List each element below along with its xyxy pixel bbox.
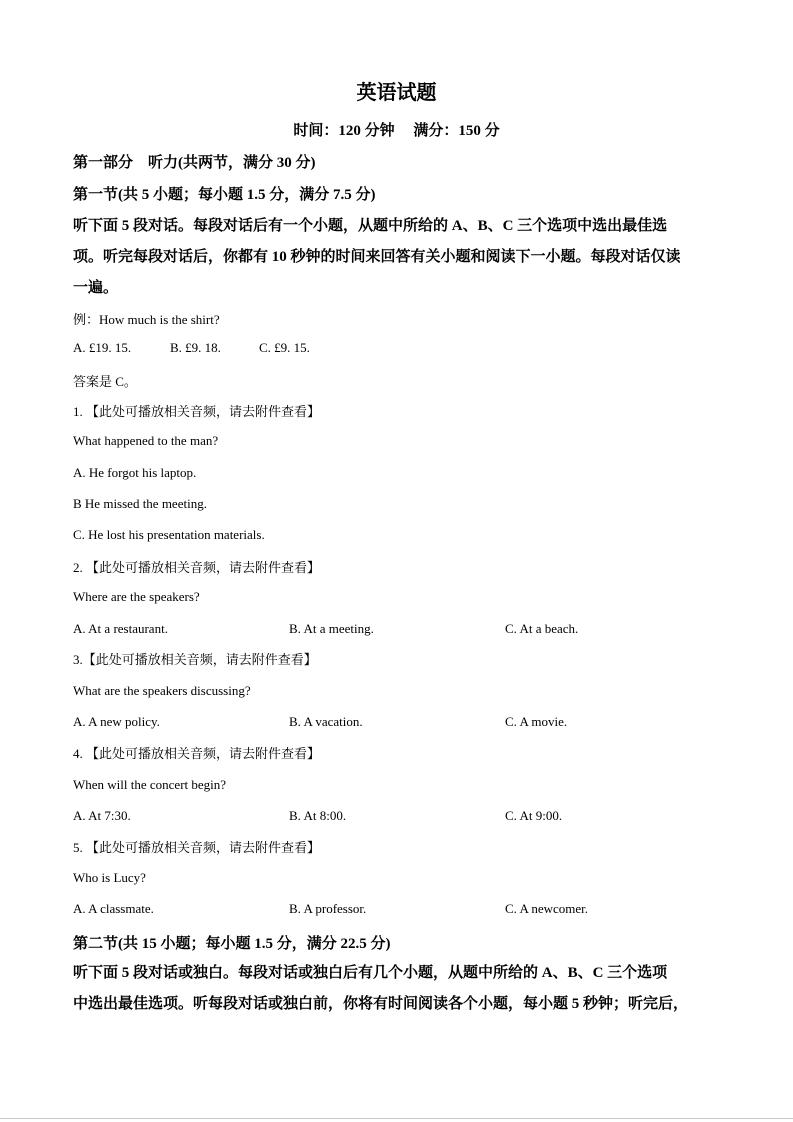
- example-option-b: B. £9. 18.: [170, 340, 221, 355]
- page-title: 英语试题: [356, 82, 437, 104]
- question-1-option-b: B He missed the meeting.: [73, 496, 207, 511]
- question-1-option-c: C. He lost his presentation materials.: [73, 527, 265, 542]
- question-4-option-b: B. At 8:00.: [289, 808, 347, 823]
- section-heading: 第一节(共 5 小题；每小题 1.5 分，满分 7.5 分): [73, 187, 376, 203]
- page-bottom-rule: [0, 1118, 793, 1119]
- instruction-line: 一遍。: [73, 280, 119, 296]
- example-option-a: A. £19. 15.: [73, 340, 132, 355]
- instruction-line: 听下面 5 段对话。每段对话后有一个小题，从题中所给的 A、B、C 三个选项中选出最佳选: [73, 218, 668, 234]
- question-4-text: When will the concert begin?: [73, 777, 227, 792]
- question-4-audio-note: 4. 【此处可播放相关音频，请去附件查看】: [73, 746, 321, 761]
- question-5-audio-note: 5. 【此处可播放相关音频，请去附件查看】: [73, 840, 321, 855]
- part-heading: 第一部分 听力(共两节，满分 30 分): [73, 155, 316, 171]
- question-1-option-a: A. He forgot his laptop.: [73, 465, 197, 480]
- example-question: 例：How much is the shirt?: [73, 312, 220, 327]
- question-2-text: Where are the speakers?: [73, 589, 200, 604]
- instruction-line: 听下面 5 段对话或独白。每段对话或独白后有几个小题，从题中所给的 A、B、C 三个选项: [73, 965, 668, 981]
- question-3-option-c: C. A movie.: [505, 714, 568, 729]
- instruction-line: 中选出最佳选项。听每段对话或独白前，你将有时间阅读各个小题，每小题 5 秒钟；听完后，: [73, 996, 689, 1012]
- question-3-option-a: A. A new policy.: [73, 714, 160, 729]
- question-4-option-c: C. At 9:00.: [505, 808, 563, 823]
- question-2-option-a: A. At a restaurant.: [73, 621, 168, 636]
- exam-time-score: 时间：120 分钟 满分：150 分: [293, 123, 500, 139]
- section-heading: 第二节(共 15 小题；每小题 1.5 分，满分 22.5 分): [73, 936, 391, 952]
- question-5-text: Who is Lucy?: [73, 870, 146, 885]
- question-2-option-b: B. At a meeting.: [289, 621, 374, 636]
- question-2-option-c: C. At a beach.: [505, 621, 579, 636]
- question-3-option-b: B. A vacation.: [289, 714, 363, 729]
- question-3-audio-note: 3.【此处可播放相关音频，请去附件查看】: [73, 652, 317, 667]
- question-3-text: What are the speakers discussing?: [73, 683, 251, 698]
- question-2-audio-note: 2. 【此处可播放相关音频，请去附件查看】: [73, 560, 321, 575]
- question-4-option-a: A. At 7:30.: [73, 808, 131, 823]
- example-answer: 答案是 C。: [73, 374, 137, 389]
- question-1-audio-note: 1. 【此处可播放相关音频，请去附件查看】: [73, 404, 321, 419]
- question-5-option-b: B. A professor.: [289, 901, 367, 916]
- question-5-option-c: C. A newcomer.: [505, 901, 589, 916]
- question-5-option-a: A. A classmate.: [73, 901, 154, 916]
- example-option-c: C. £9. 15.: [259, 340, 310, 355]
- instruction-line: 项。听完每段对话后，你都有 10 秒钟的时间来回答有关小题和阅读下一小题。每段对话仅读: [73, 249, 681, 265]
- question-1-text: What happened to the man?: [73, 433, 219, 448]
